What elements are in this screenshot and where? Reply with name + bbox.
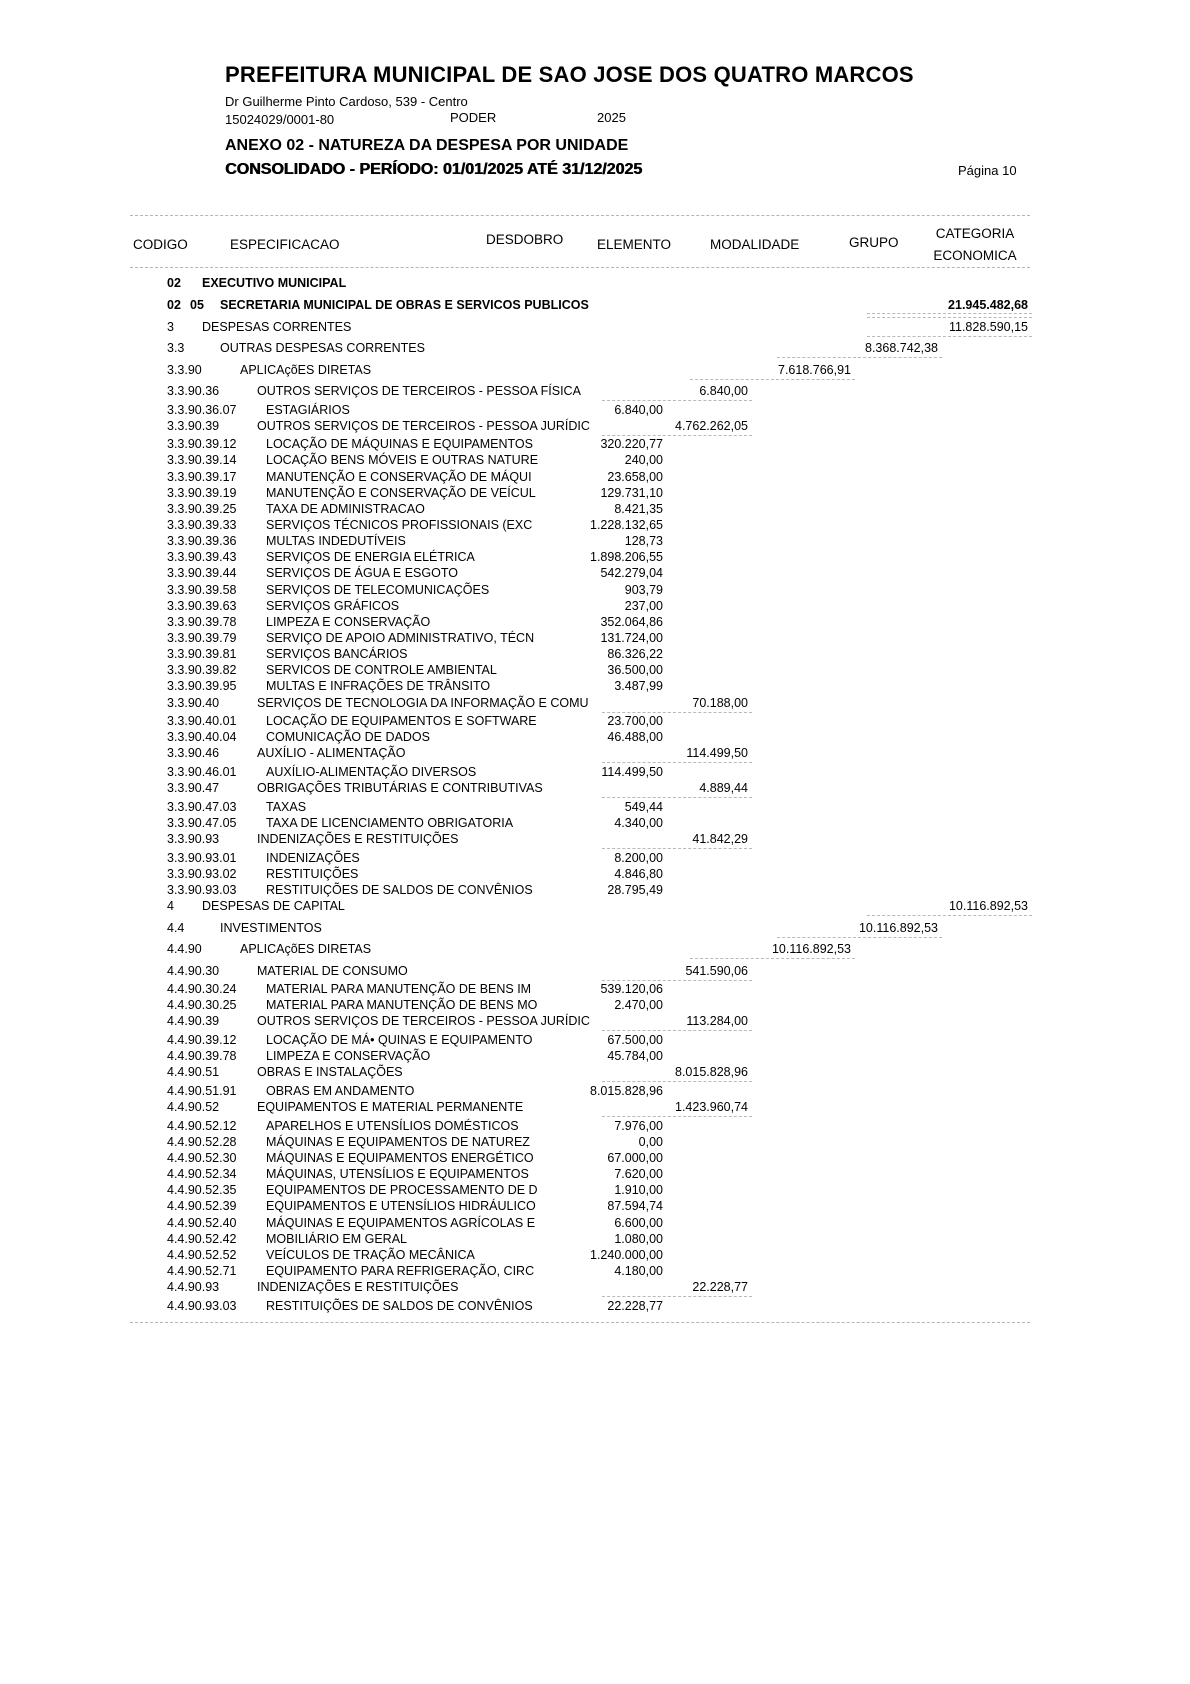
row-code: 3.3.90.39.33 — [167, 518, 237, 533]
table-row — [130, 1119, 1030, 1135]
row-code: 4.4.90 — [167, 942, 202, 957]
value-underline — [777, 937, 942, 938]
col-header-codigo: CODIGO — [133, 237, 188, 252]
row-value-desdobro: 67.500,00 — [607, 1033, 663, 1048]
col-header-desdobro: DESDOBRO — [486, 232, 564, 247]
row-code: 4.4.90.52.71 — [167, 1263, 237, 1278]
table-row — [130, 363, 1030, 385]
table-row — [130, 1033, 1030, 1049]
table-row — [130, 816, 1030, 832]
row-value-categoria: 21.945.482,68 — [948, 298, 1028, 312]
table-row — [130, 384, 1030, 403]
table-row — [130, 765, 1030, 781]
row-code: 4.4.90.39.12 — [167, 1033, 237, 1048]
poder-label: PODER — [450, 110, 497, 125]
value-underline — [602, 1296, 752, 1297]
table-row — [130, 486, 1030, 502]
row-value-desdobro: 1.910,00 — [614, 1183, 663, 1198]
table-row — [130, 403, 1030, 419]
table-row — [130, 998, 1030, 1014]
page-number: Página 10 — [958, 163, 1017, 178]
table-row — [130, 1216, 1030, 1232]
row-specification: DESPESAS DE CAPITAL — [202, 899, 345, 914]
table-row — [130, 899, 1030, 921]
row-code: 3.3.90.40 — [167, 695, 220, 710]
table-row — [130, 320, 1030, 342]
table-row — [130, 851, 1030, 867]
value-underline — [602, 797, 752, 798]
row-value-categoria: 10.116.892,53 — [948, 899, 1028, 914]
row-specification: DESPESAS CORRENTES — [202, 319, 352, 334]
value-underline — [602, 1030, 752, 1031]
row-specification: EQUIPAMENTOS E MATERIAL PERMANENTE — [257, 1100, 524, 1115]
row-value-desdobro: 320.220,77 — [600, 437, 663, 452]
row-value-desdobro: 22.228,77 — [607, 1298, 663, 1313]
row-specification: TAXA DE LICENCIAMENTO OBRIGATORIA — [266, 815, 514, 830]
value-underline — [867, 915, 1032, 916]
table-row — [130, 832, 1030, 851]
entity-cnpj: 15024029/0001-80 — [225, 112, 335, 127]
row-specification: OUTROS SERVIÇOS DE TERCEIROS - PESSOA JURÍDIC — [257, 1014, 590, 1029]
row-specification: LOCAÇÃO DE EQUIPAMENTOS E SOFTWARE — [266, 714, 537, 729]
row-specification: MÁQUINAS E EQUIPAMENTOS DE NATUREZ — [266, 1134, 530, 1149]
row-code: 3.3.90.39.95 — [167, 679, 237, 694]
table-row — [130, 599, 1030, 615]
row-specification: VEÍCULOS DE TRAÇÃO MECÂNICA — [266, 1247, 475, 1262]
row-specification: LOCAÇÃO BENS MÓVEIS E OUTRAS NATURE — [266, 453, 539, 468]
row-value-desdobro: 8.200,00 — [614, 850, 663, 865]
row-specification: MÁQUINAS, UTENSÍLIOS E EQUIPAMENTOS — [266, 1167, 529, 1182]
row-specification: INDENIZAÇÕES E RESTITUIÇÕES — [257, 1280, 459, 1295]
value-underline — [602, 435, 752, 436]
row-specification: EXECUTIVO MUNICIPAL — [202, 276, 347, 290]
table-row — [130, 1199, 1030, 1215]
page-title: PREFEITURA MUNICIPAL DE SAO JOSE DOS QUATRO MARCOS — [225, 62, 914, 87]
row-code: 3.3.90.39.19 — [167, 485, 237, 500]
row-code: 4.4.90.52.40 — [167, 1215, 237, 1230]
row-code: 3.3.90.39.81 — [167, 647, 237, 662]
value-underline — [690, 379, 855, 380]
row-value-elemento: 22.228,77 — [692, 1280, 748, 1295]
row-code: 3.3.90.46.01 — [167, 765, 237, 780]
row-value-elemento: 114.499,50 — [686, 746, 748, 761]
table-row — [130, 696, 1030, 715]
row-specification: APLICAçõES DIRETAS — [240, 362, 372, 377]
table-row — [130, 1151, 1030, 1167]
row-value-desdobro: 28.795,49 — [607, 882, 663, 897]
row-code: 3.3.90.39.63 — [167, 598, 237, 613]
row-code: 3.3.90.47 — [167, 781, 220, 796]
table-row — [130, 470, 1030, 486]
row-code: 3.3.90.93.02 — [167, 866, 237, 881]
table-row — [130, 964, 1030, 983]
row-value-desdobro: 8.015.828,96 — [590, 1083, 663, 1098]
row-value-grupo: 10.116.892,53 — [858, 920, 938, 935]
row-value-elemento: 4.889,44 — [699, 781, 748, 796]
row-value-desdobro: 549,44 — [624, 799, 663, 814]
table-row — [130, 1100, 1030, 1119]
row-specification: EQUIPAMENTOS E UTENSÍLIOS HIDRÁULICO — [266, 1199, 536, 1214]
row-specification: OBRAS E INSTALAÇÕES — [257, 1065, 403, 1080]
table-row — [130, 1014, 1030, 1033]
value-underline — [867, 313, 1032, 318]
row-specification: MÁQUINAS E EQUIPAMENTOS AGRÍCOLAS E — [266, 1215, 536, 1230]
row-value-desdobro: 2.470,00 — [614, 998, 663, 1013]
table-row — [130, 341, 1030, 363]
value-underline — [602, 762, 752, 763]
row-value-desdobro: 8.421,35 — [614, 501, 663, 516]
row-code: 3.3.90 — [167, 362, 202, 377]
table-top-divider — [130, 215, 1030, 216]
table-row — [130, 1167, 1030, 1183]
row-specification: MANUTENÇÃO E CONSERVAÇÃO DE VEÍCUL — [266, 485, 536, 500]
row-value-elemento: 541.590,06 — [685, 963, 748, 978]
row-code: 4.4.90.30 — [167, 963, 220, 978]
row-value-desdobro: 114.499,50 — [601, 765, 663, 780]
table-row — [130, 298, 1030, 320]
row-code: 3.3.90.39.79 — [167, 631, 237, 646]
row-code: 4.4.90.52.34 — [167, 1167, 237, 1182]
row-code: 4.4.90.52.39 — [167, 1199, 237, 1214]
row-code: 3.3.90.93.03 — [167, 882, 237, 897]
table-row — [130, 982, 1030, 998]
value-underline — [777, 357, 942, 358]
row-code: 3.3.90.39.43 — [167, 550, 237, 565]
row-specification: MULTAS E INFRAÇÕES DE TRÂNSITO — [266, 679, 491, 694]
row-value-modalidade: 10.116.892,53 — [771, 942, 851, 957]
row-specification: MATERIAL PARA MANUTENÇÃO DE BENS MO — [266, 998, 538, 1013]
row-code: 3.3.90.39.25 — [167, 501, 237, 516]
row-value-desdobro: 45.784,00 — [607, 1049, 663, 1064]
row-value-desdobro: 87.594,74 — [607, 1199, 663, 1214]
row-specification: LIMPEZA E CONSERVAÇÃO — [266, 1049, 431, 1064]
row-specification: LIMPEZA E CONSERVAÇÃO — [266, 614, 431, 629]
row-value-desdobro: 542.279,04 — [600, 566, 663, 581]
row-value-desdobro: 128,73 — [624, 534, 663, 549]
row-specification: OBRAS EM ANDAMENTO — [266, 1083, 415, 1098]
row-code: 4.4.90.52.12 — [167, 1118, 237, 1133]
table-row — [130, 566, 1030, 582]
row-value-elemento: 41.842,29 — [692, 832, 748, 847]
table-row — [130, 502, 1030, 518]
row-specification: RESTITUIÇÕES DE SALDOS DE CONVÊNIOS — [266, 882, 533, 897]
row-code: 4 — [167, 899, 174, 914]
value-underline — [602, 1116, 752, 1117]
table-row — [130, 1232, 1030, 1248]
row-specification: EQUIPAMENTOS DE PROCESSAMENTO DE D — [266, 1183, 538, 1198]
row-specification: SERVIÇOS DE ÁGUA E ESGOTO — [266, 566, 458, 581]
col-header-categoria-line1: CATEGORIA — [935, 226, 1015, 241]
row-code: 3.3.90.39.58 — [167, 582, 237, 597]
row-specification: OUTRAS DESPESAS CORRENTES — [220, 341, 425, 355]
row-specification: AUXÍLIO - ALIMENTAÇÃO — [257, 746, 406, 761]
row-code: 3.3.90.39.12 — [167, 437, 237, 452]
table-row — [130, 550, 1030, 566]
annex-title: ANEXO 02 - NATUREZA DA DESPESA POR UNIDADE — [225, 137, 629, 154]
table-row — [130, 583, 1030, 599]
row-value-desdobro: 352.064,86 — [600, 614, 663, 629]
row-code: 3.3.90.39.17 — [167, 469, 237, 484]
table-row — [130, 781, 1030, 800]
row-code: 4.4.90.52 — [167, 1100, 220, 1115]
row-specification: TAXA DE ADMINISTRACAO — [266, 501, 425, 516]
col-header-especificacao: ESPECIFICACAO — [230, 237, 340, 252]
row-code: 4.4 — [167, 920, 185, 935]
row-specification: SERVIÇOS DE TELECOMUNICAÇÕES — [266, 582, 490, 597]
row-specification: APLICAçõES DIRETAS — [240, 942, 372, 957]
row-value-desdobro: 23.700,00 — [607, 714, 663, 729]
table-row — [130, 746, 1030, 765]
row-value-desdobro: 4.340,00 — [614, 815, 663, 830]
table-row — [130, 419, 1030, 438]
table-row — [130, 867, 1030, 883]
row-specification: RESTITUIÇÕES DE SALDOS DE CONVÊNIOS — [266, 1298, 533, 1313]
table-row — [130, 437, 1030, 453]
row-value-desdobro: 237,00 — [624, 598, 663, 613]
row-value-desdobro: 903,79 — [624, 582, 663, 597]
row-value-desdobro: 6.600,00 — [614, 1215, 663, 1230]
row-specification: MÁQUINAS E EQUIPAMENTOS ENERGÉTICO — [266, 1150, 534, 1165]
row-specification: APARELHOS E UTENSÍLIOS DOMÉSTICOS — [266, 1118, 519, 1133]
row-code: 3.3.90.39.82 — [167, 663, 237, 678]
table-row — [130, 800, 1030, 816]
row-specification: SERVIÇOS GRÁFICOS — [266, 598, 400, 613]
row-code: 4.4.90.51.91 — [167, 1083, 237, 1098]
row-code: 4.4.90.93 — [167, 1280, 220, 1295]
table-row — [130, 663, 1030, 679]
row-code: 3.3.90.93 — [167, 832, 220, 847]
row-specification: INDENIZAÇÕES E RESTITUIÇÕES — [257, 832, 459, 847]
row-code: 4.4.90.52.30 — [167, 1150, 237, 1165]
table-bottom-divider — [130, 1322, 1030, 1323]
row-code-secondary: 05 — [190, 298, 204, 312]
row-specification: LOCAÇÃO DE MÁQUINAS E EQUIPAMENTOS — [266, 437, 533, 452]
table-row — [130, 276, 1030, 298]
header-bottom-divider — [130, 267, 1030, 268]
row-code: 4.4.90.39.78 — [167, 1049, 237, 1064]
row-code: 3.3 — [167, 341, 185, 355]
entity-address: Dr Guilherme Pinto Cardoso, 539 - Centro — [225, 94, 468, 109]
row-value-desdobro: 240,00 — [624, 453, 663, 468]
row-value-elemento: 1.423.960,74 — [675, 1100, 748, 1115]
col-header-categoria-line2: ECONOMICA — [933, 248, 1017, 263]
table-row — [130, 714, 1030, 730]
value-underline — [602, 848, 752, 849]
row-value-desdobro: 23.658,00 — [607, 469, 663, 484]
table-row — [130, 883, 1030, 899]
row-value-desdobro: 1.228.132,65 — [590, 518, 663, 533]
value-underline — [602, 1081, 752, 1082]
row-value-desdobro: 3.487,99 — [614, 679, 663, 694]
table-row — [130, 679, 1030, 695]
table-row — [130, 1248, 1030, 1264]
value-underline — [602, 400, 752, 401]
row-specification: INDENIZAÇÕES — [266, 850, 360, 865]
table-row — [130, 534, 1030, 550]
row-value-elemento: 4.762.262,05 — [675, 418, 748, 433]
report-period: CONSOLIDADO - PERÍODO: 01/01/2025 ATÉ 31/12/2025 — [225, 161, 643, 178]
table-row — [130, 1049, 1030, 1065]
fiscal-year: 2025 — [597, 110, 626, 125]
row-specification: SECRETARIA MUNICIPAL DE OBRAS E SERVICOS PUBLICOS — [220, 298, 589, 312]
row-code: 4.4.90.30.25 — [167, 998, 237, 1013]
row-value-desdobro: 1.240.000,00 — [590, 1247, 663, 1262]
row-value-elemento: 70.188,00 — [692, 695, 748, 710]
row-value-modalidade: 7.618.766,91 — [778, 362, 851, 377]
table-row — [130, 1183, 1030, 1199]
row-code: 3 — [167, 319, 174, 334]
row-value-desdobro: 4.846,80 — [614, 866, 663, 881]
table-row — [130, 518, 1030, 534]
table-body — [130, 276, 1030, 1323]
row-code: 3.3.90.39.78 — [167, 614, 237, 629]
table-row — [130, 615, 1030, 631]
row-value-grupo: 8.368.742,38 — [865, 341, 938, 355]
row-value-elemento: 113.284,00 — [686, 1014, 748, 1029]
row-value-desdobro: 539.120,06 — [600, 982, 663, 997]
table-row — [130, 631, 1030, 647]
row-value-desdobro: 129.731,10 — [600, 485, 663, 500]
row-specification: INVESTIMENTOS — [220, 920, 322, 935]
row-code: 4.4.90.30.24 — [167, 982, 237, 997]
row-specification: SERVIÇOS DE ENERGIA ELÉTRICA — [266, 550, 475, 565]
row-code: 4.4.90.52.28 — [167, 1134, 237, 1149]
row-code: 3.3.90.36.07 — [167, 402, 237, 417]
table-row — [130, 1299, 1030, 1315]
row-code: 3.3.90.39 — [167, 418, 220, 433]
row-code: 3.3.90.36 — [167, 384, 220, 398]
table-row — [130, 1135, 1030, 1151]
row-value-desdobro: 1.898.206,55 — [590, 550, 663, 565]
table-row — [130, 453, 1030, 469]
row-specification: OBRIGAÇÕES TRIBUTÁRIAS E CONTRIBUTIVAS — [257, 781, 543, 796]
row-code: 3.3.90.93.01 — [167, 850, 237, 865]
row-specification: ESTAGIÁRIOS — [266, 402, 350, 417]
table-row — [130, 730, 1030, 746]
row-specification: LOCAÇÃO DE MÁ• QUINAS E EQUIPAMENTO — [266, 1033, 533, 1048]
row-value-desdobro: 4.180,00 — [614, 1263, 663, 1278]
value-underline — [602, 712, 752, 713]
row-value-desdobro: 46.488,00 — [607, 730, 663, 745]
col-header-grupo: GRUPO — [849, 235, 899, 250]
row-value-categoria: 11.828.590,15 — [948, 319, 1028, 334]
row-specification: OUTROS SERVIÇOS DE TERCEIROS - PESSOA JURÍDIC — [257, 418, 590, 433]
col-header-elemento: ELEMENTO — [597, 237, 672, 252]
row-specification: SERVIÇOS TÉCNICOS PROFISSIONAIS (EXC — [266, 518, 533, 533]
row-code: 4.4.90.52.42 — [167, 1231, 237, 1246]
row-code: 02 — [167, 276, 181, 290]
row-specification: RESTITUIÇÕES — [266, 866, 359, 881]
row-specification: OUTROS SERVIÇOS DE TERCEIROS - PESSOA FÍSICA — [257, 384, 581, 398]
row-code: 3.3.90.39.36 — [167, 534, 237, 549]
row-specification: SERVICOS DE CONTROLE AMBIENTAL — [266, 663, 497, 678]
row-code: 4.4.90.51 — [167, 1065, 220, 1080]
row-code: 4.4.90.52.52 — [167, 1247, 237, 1262]
row-specification: SERVIÇOS DE TECNOLOGIA DA INFORMAÇÃO E COMU — [257, 695, 589, 710]
row-value-desdobro: 36.500,00 — [607, 663, 663, 678]
row-value-desdobro: 131.724,00 — [600, 631, 663, 646]
row-code: 3.3.90.40.04 — [167, 730, 237, 745]
row-value-elemento: 8.015.828,96 — [675, 1065, 748, 1080]
row-value-desdobro: 0,00 — [638, 1134, 663, 1149]
value-underline — [867, 336, 1032, 337]
table-row — [130, 921, 1030, 943]
row-code: 3.3.90.39.14 — [167, 453, 237, 468]
row-value-desdobro: 1.080,00 — [614, 1231, 663, 1246]
row-value-desdobro: 7.976,00 — [614, 1118, 663, 1133]
row-code: 3.3.90.40.01 — [167, 714, 237, 729]
row-specification: SERVIÇOS BANCÁRIOS — [266, 647, 408, 662]
row-specification: SERVIÇO DE APOIO ADMINISTRATIVO, TÉCN — [266, 631, 535, 646]
row-value-desdobro: 6.840,00 — [614, 402, 663, 417]
row-code: 4.4.90.52.35 — [167, 1183, 237, 1198]
table-row — [130, 647, 1030, 663]
row-specification: AUXÍLIO-ALIMENTAÇÃO DIVERSOS — [266, 765, 477, 780]
col-header-modalidade: MODALIDADE — [710, 237, 800, 252]
row-code: 3.3.90.46 — [167, 746, 220, 761]
row-specification: MULTAS INDEDUTÍVEIS — [266, 534, 406, 549]
row-specification: MANUTENÇÃO E CONSERVAÇÃO DE MÁQUI — [266, 469, 532, 484]
row-value-desdobro: 86.326,22 — [607, 647, 663, 662]
row-specification: COMUNICAÇÃO DE DADOS — [266, 730, 430, 745]
table-row — [130, 1264, 1030, 1280]
table-row — [130, 1280, 1030, 1299]
row-code: 3.3.90.39.44 — [167, 566, 237, 581]
value-underline — [602, 980, 752, 981]
row-specification: MATERIAL DE CONSUMO — [257, 963, 408, 978]
row-code: 4.4.90.39 — [167, 1014, 220, 1029]
table-row — [130, 942, 1030, 964]
row-code: 02 — [167, 298, 181, 312]
table-row — [130, 1084, 1030, 1100]
row-specification: MATERIAL PARA MANUTENÇÃO DE BENS IM — [266, 982, 532, 997]
row-value-desdobro: 7.620,00 — [614, 1167, 663, 1182]
table-row — [130, 1065, 1030, 1084]
row-code: 4.4.90.93.03 — [167, 1298, 237, 1313]
row-value-elemento: 6.840,00 — [699, 384, 748, 398]
row-specification: MOBILIÁRIO EM GERAL — [266, 1231, 408, 1246]
row-code: 3.3.90.47.05 — [167, 815, 237, 830]
value-underline — [690, 958, 855, 959]
row-specification: TAXAS — [266, 799, 307, 814]
row-code: 3.3.90.47.03 — [167, 799, 237, 814]
row-specification: EQUIPAMENTO PARA REFRIGERAÇÃO, CIRC — [266, 1263, 535, 1278]
row-value-desdobro: 67.000,00 — [607, 1150, 663, 1165]
